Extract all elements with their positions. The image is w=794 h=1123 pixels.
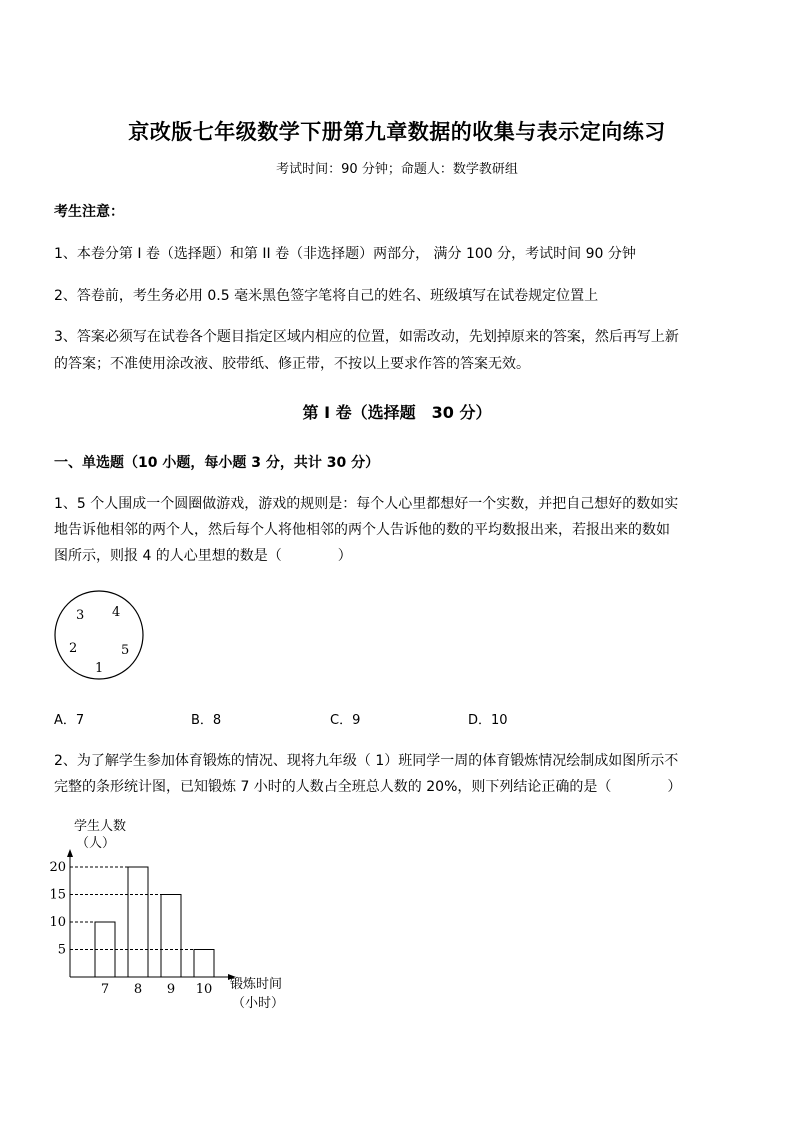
chart-bar-8 [128,867,148,977]
notice-heading: 考生注意： [54,204,124,220]
chart-x-tick-8: 8 [133,982,143,997]
q2-bar-chart [48,812,298,1017]
q1-line-3: 图所示，则报 4 的人心里想的数是（ ） [54,548,352,564]
notice-item-1: 1、本卷分第 I 卷（选择题）和第 II 卷（非选择题）两部分， 满分 100 分，考试时间 90 分钟 [54,246,636,262]
chart-y-axis-arrow [67,849,73,857]
q1-option-c: C．9 [330,713,361,728]
chart-y-tick-5: 5 [57,942,66,958]
chart-ylabel-line2: （人） [76,836,116,851]
exam-info: 考试时间：90 分钟；命题人：数学教研组 [276,162,518,177]
circle-label-1: 1 [95,661,104,676]
q1-option-d: D．10 [468,713,508,728]
chart-x-tick-9: 9 [166,982,176,997]
circle-label-4: 4 [112,605,121,620]
chart-xlabel-line1: 锻炼时间 [230,977,283,992]
chart-y-tick-10: 10 [49,915,66,930]
notice-item-3-line1: 3、答案必须写在试卷各个题目指定区域内相应的位置，如需改动，先划掉原来的答案，然后再写上新 [54,329,679,345]
q1-option-b: B．8 [191,713,222,728]
q1-line-1: 1、5 个人围成一个圆圈做游戏，游戏的规则是：每个人心里都想好一个实数，并把自己想好的数如实 [54,496,679,512]
chart-x-tick-10: 10 [195,982,213,997]
q1-option-a: A．7 [54,713,85,728]
q1-line-2: 地告诉他相邻的两个人，然后每个人将他相邻的两个人告诉他的数的平均数报出来，若报出来的数如 [54,522,670,538]
circle-label-3: 3 [76,608,85,623]
q1-circle-figure [52,588,152,688]
chart-y-tick-15: 15 [49,887,66,903]
q2-line-1: 2、为了解学生参加体育锻炼的情况、现将九年级（ 1）班同学一周的体育锻炼情况绘制成如图所示不 [54,753,679,769]
chart-bar-9 [161,895,181,978]
chart-xlabel-line2: （小时） [232,996,285,1011]
chart-ylabel-line1: 学生人数 [74,819,127,834]
part-heading: 一、单选题（10 小题，每小题 3 分，共计 30 分） [54,455,380,471]
chart-x-tick-7: 7 [100,982,110,997]
notice-item-3-line2: 的答案；不准使用涂改液、胶带纸、修正带，不按以上要求作答的答案无效。 [54,356,530,372]
chart-bar-10 [194,950,214,978]
q2-line-2: 完整的条形统计图，已知锻炼 7 小时的人数占全班总人数的 20%，则下列结论正确的是（ ） [54,779,682,795]
section-title: 第 I 卷（选择题 30 分） [302,403,492,422]
circle-label-5: 5 [121,643,130,658]
chart-y-tick-20: 20 [49,860,66,875]
page-title: 京改版七年级数学下册第九章数据的收集与表示定向练习 [128,119,666,144]
notice-item-2: 2、答卷前，考生务必用 0.5 毫米黑色签字笔将自己的姓名、班级填写在试卷规定位置上 [54,288,599,304]
circle-label-2: 2 [69,641,78,656]
